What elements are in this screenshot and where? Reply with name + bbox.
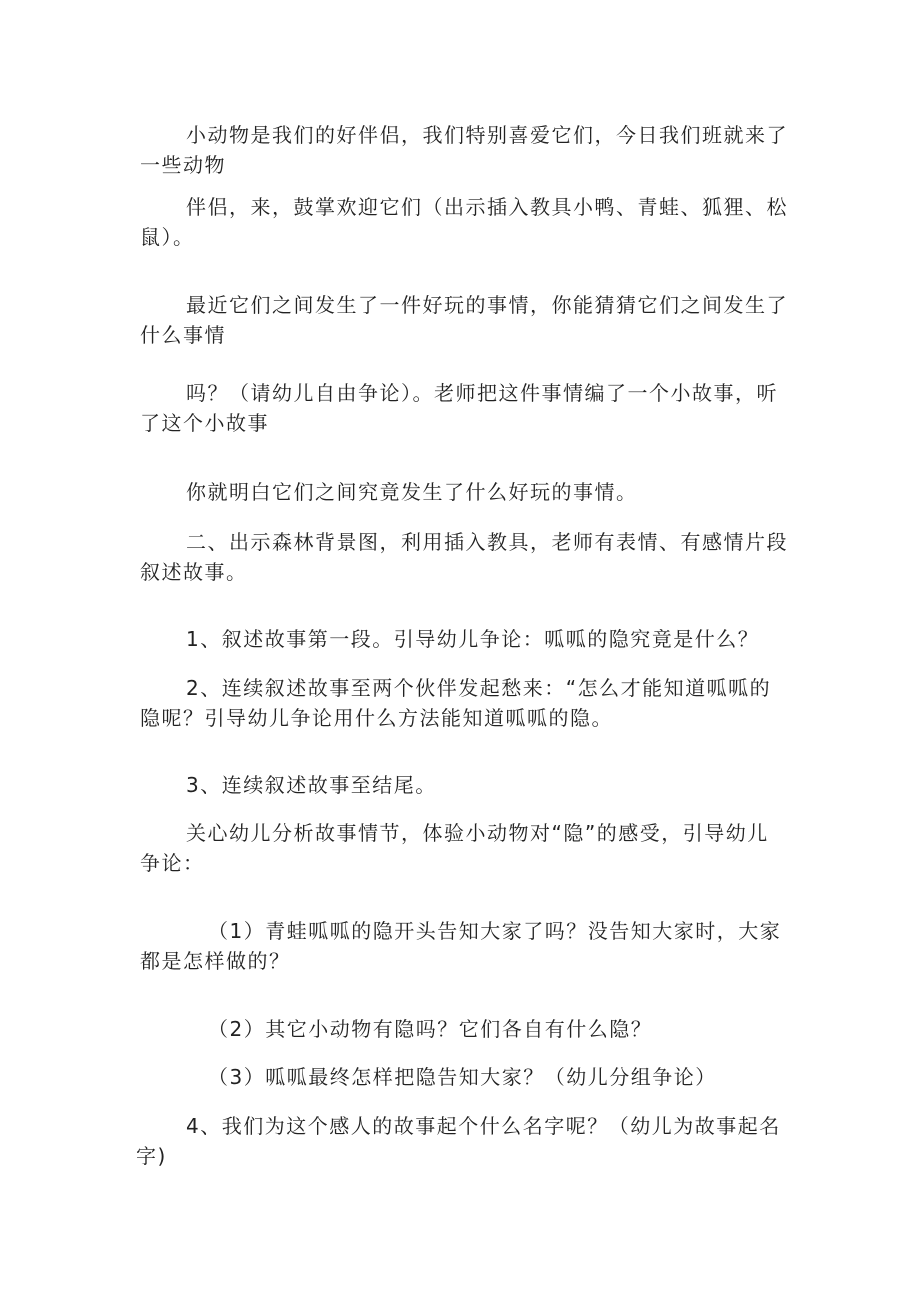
- paragraph-13: （3）呱呱最终怎样把隐告知大家？（幼儿分组争论）: [208, 1065, 717, 1089]
- paragraph-7: 1、叙述故事第一段。引导幼儿争论：呱呱的隐究竟是什么？: [186, 627, 760, 651]
- paragraph-8: 2、连续叙述故事至两个伙伴发起愁来：“怎么才能知道呱呱的隐呢？引导幼儿争论用什么方法能知道呱呱的隐。: [140, 676, 772, 730]
- paragraph-12: （2）其它小动物有隐吗？它们各自有什么隐？: [208, 1017, 653, 1041]
- paragraph-6: 二、出示森林背景图，利用插入教具，老师有表情、有感情片段叙述故事。: [140, 530, 788, 584]
- paragraph-4: 吗？（请幼儿自由争论）。老师把这件事情编了一个小故事，听了这个小故事: [140, 381, 778, 435]
- paragraph-1: 小动物是我们的好伴侣，我们特别喜爱它们，今日我们班就来了一些动物: [140, 123, 788, 177]
- paragraph-3: 最近它们之间发生了一件好玩的事情，你能猜猜它们之间发生了什么事情: [140, 293, 788, 347]
- paragraph-11: （1）青蛙呱呱的隐开头告知大家了吗？没告知大家时，大家都是怎样做的？: [140, 919, 782, 973]
- paragraph-14: 4、我们为这个感人的故事起个什么名字呢？（幼儿为故事起名字): [136, 1114, 781, 1168]
- paragraph-5: 你就明白它们之间究竟发生了什么好玩的事情。: [186, 480, 638, 504]
- paragraph-9: 3、连续叙述故事至结尾。: [186, 773, 437, 797]
- paragraph-10: 关心幼儿分析故事情节，体验小动物对“隐”的感受，引导幼儿争论：: [140, 821, 769, 875]
- paragraph-2: 伴侣，来，鼓掌欢迎它们（出示插入教具小鸭、青蛙、狐狸、松鼠）。: [140, 195, 788, 249]
